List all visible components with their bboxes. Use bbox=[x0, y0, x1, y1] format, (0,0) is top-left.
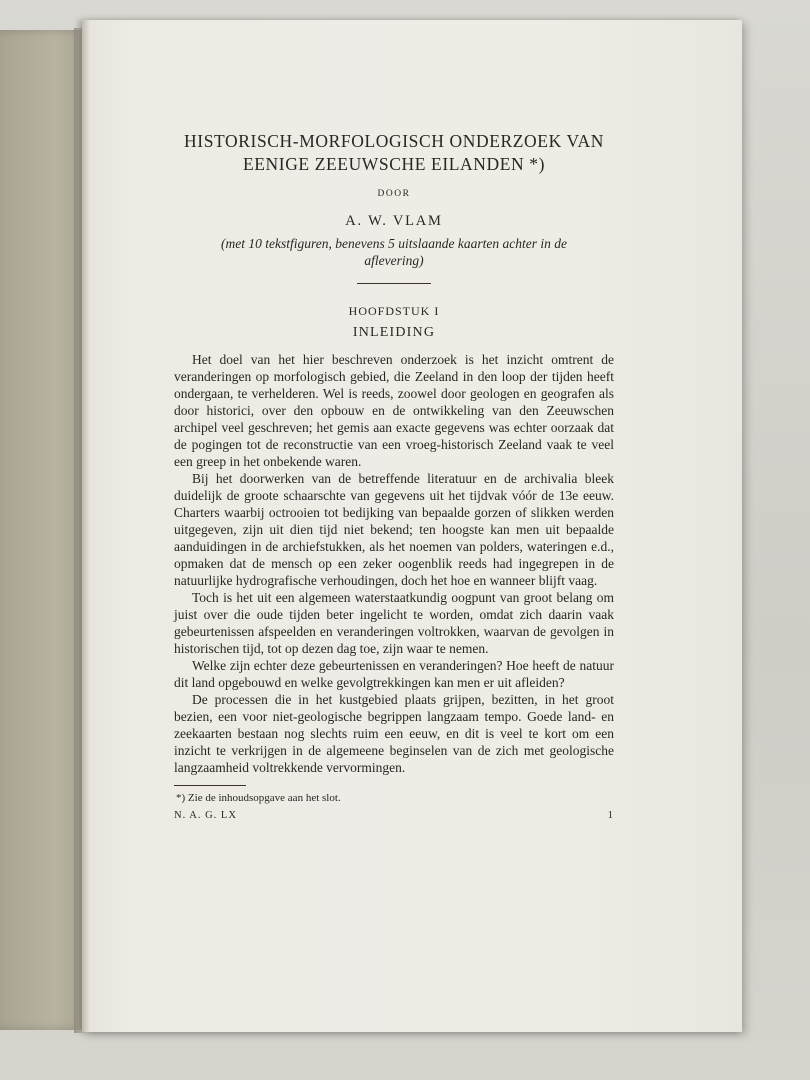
paragraph-4: Welke zijn echter deze gebeurtenissen en veranderingen? Hoe heeft de natuur dit land opgebouwd en welke gevolgtrekkingen kan men er uit afleiden? bbox=[174, 658, 614, 690]
paragraph-1: Het doel van het hier beschreven onderzoek is het inzicht omtrent de veranderingen op morfologisch gebied, die Zeeland in den loop der tijden heeft ondergaan, te verhelderen. Wel is reeds, zoowel door geologen en geografen als door historici, over den opbouw en de ontwikkeling van den Zeeuwschen archipel veel geschreven; het gemis aan exacte gegevens was echter oorzaak dat de pogingen tot de reconstructie van een vroeg-historisch Zeeland vaak te veel een greep in het onbekende waren. bbox=[174, 352, 614, 469]
journal-reference: N. A. G. LX bbox=[174, 810, 237, 821]
byline-door: DOOR bbox=[377, 189, 411, 199]
body-text bbox=[174, 351, 614, 776]
page-footer bbox=[174, 810, 614, 821]
author-name: A. W. VLAM bbox=[345, 213, 443, 229]
title-divider bbox=[357, 283, 431, 284]
page-number: 1 bbox=[607, 810, 614, 821]
section-heading: INLEIDING bbox=[352, 325, 436, 340]
document-page bbox=[82, 20, 742, 1032]
article-title bbox=[174, 130, 614, 176]
subtitle-line-2: aflevering) bbox=[364, 253, 424, 268]
subtitle-line-1: (met 10 tekstfiguren, benevens 5 uitslaande kaarten achter in de bbox=[221, 236, 567, 251]
footnote-divider bbox=[174, 785, 246, 786]
chapter-label: HOOFDSTUK I bbox=[348, 304, 440, 318]
page-content bbox=[174, 130, 614, 821]
paragraph-2: Bij het doorwerken van de betreffende literatuur en de archivalia bleek duidelijk de groote schaarschte van gegevens uit het tijdvak vóór de 13e eeuw. Charters waarbij octrooien tot bedijking van bepaalde gorzen of slikken werden uitgegeven, zijn uit dien tijd niet bekend; ten hoogste kan men uit bepaalde aanduidingen in de archiefstukken, als het noemen van polders, wateringen e.d., opmaken dat de mensch op een zeker oogenblik reeds had ingegrepen in de natuurlijke hydrografische verhoudingen, doch het hoe en wanneer blijft vaag. bbox=[174, 471, 614, 588]
paragraph-3: Toch is het uit een algemeen waterstaatkundig oogpunt van groot belang om juist over die oude tijden beter ingelicht te worden, omdat zich daarin vaak gebeurtenissen afspeelden en veranderingen voltrokken, waarvan de gevolgen in historischen tijd, tot op dezen dag toe, zijn waar te nemen. bbox=[174, 590, 614, 656]
title-line-1: HISTORISCH-MORFOLOGISCH ONDERZOEK VAN bbox=[184, 131, 604, 151]
title-line-2: EENIGE ZEEUWSCHE EILANDEN *) bbox=[242, 154, 546, 174]
footnote: *) Zie de inhoudsopgave aan het slot. bbox=[176, 792, 341, 804]
paragraph-5: De processen die in het kustgebied plaats grijpen, bezitten, in het groot bezien, een voor niet-geologische begrippen langzaam tempo. Goede land- en zeekaarten bestaan nog slechts ruim een eeuw, en dit is veel te kort om een inzicht te verkrijgen in de algemeene beginselen van de zich met geologische langzaamheid voltrekkende vervormingen. bbox=[174, 692, 614, 775]
article-subtitle bbox=[174, 235, 614, 269]
